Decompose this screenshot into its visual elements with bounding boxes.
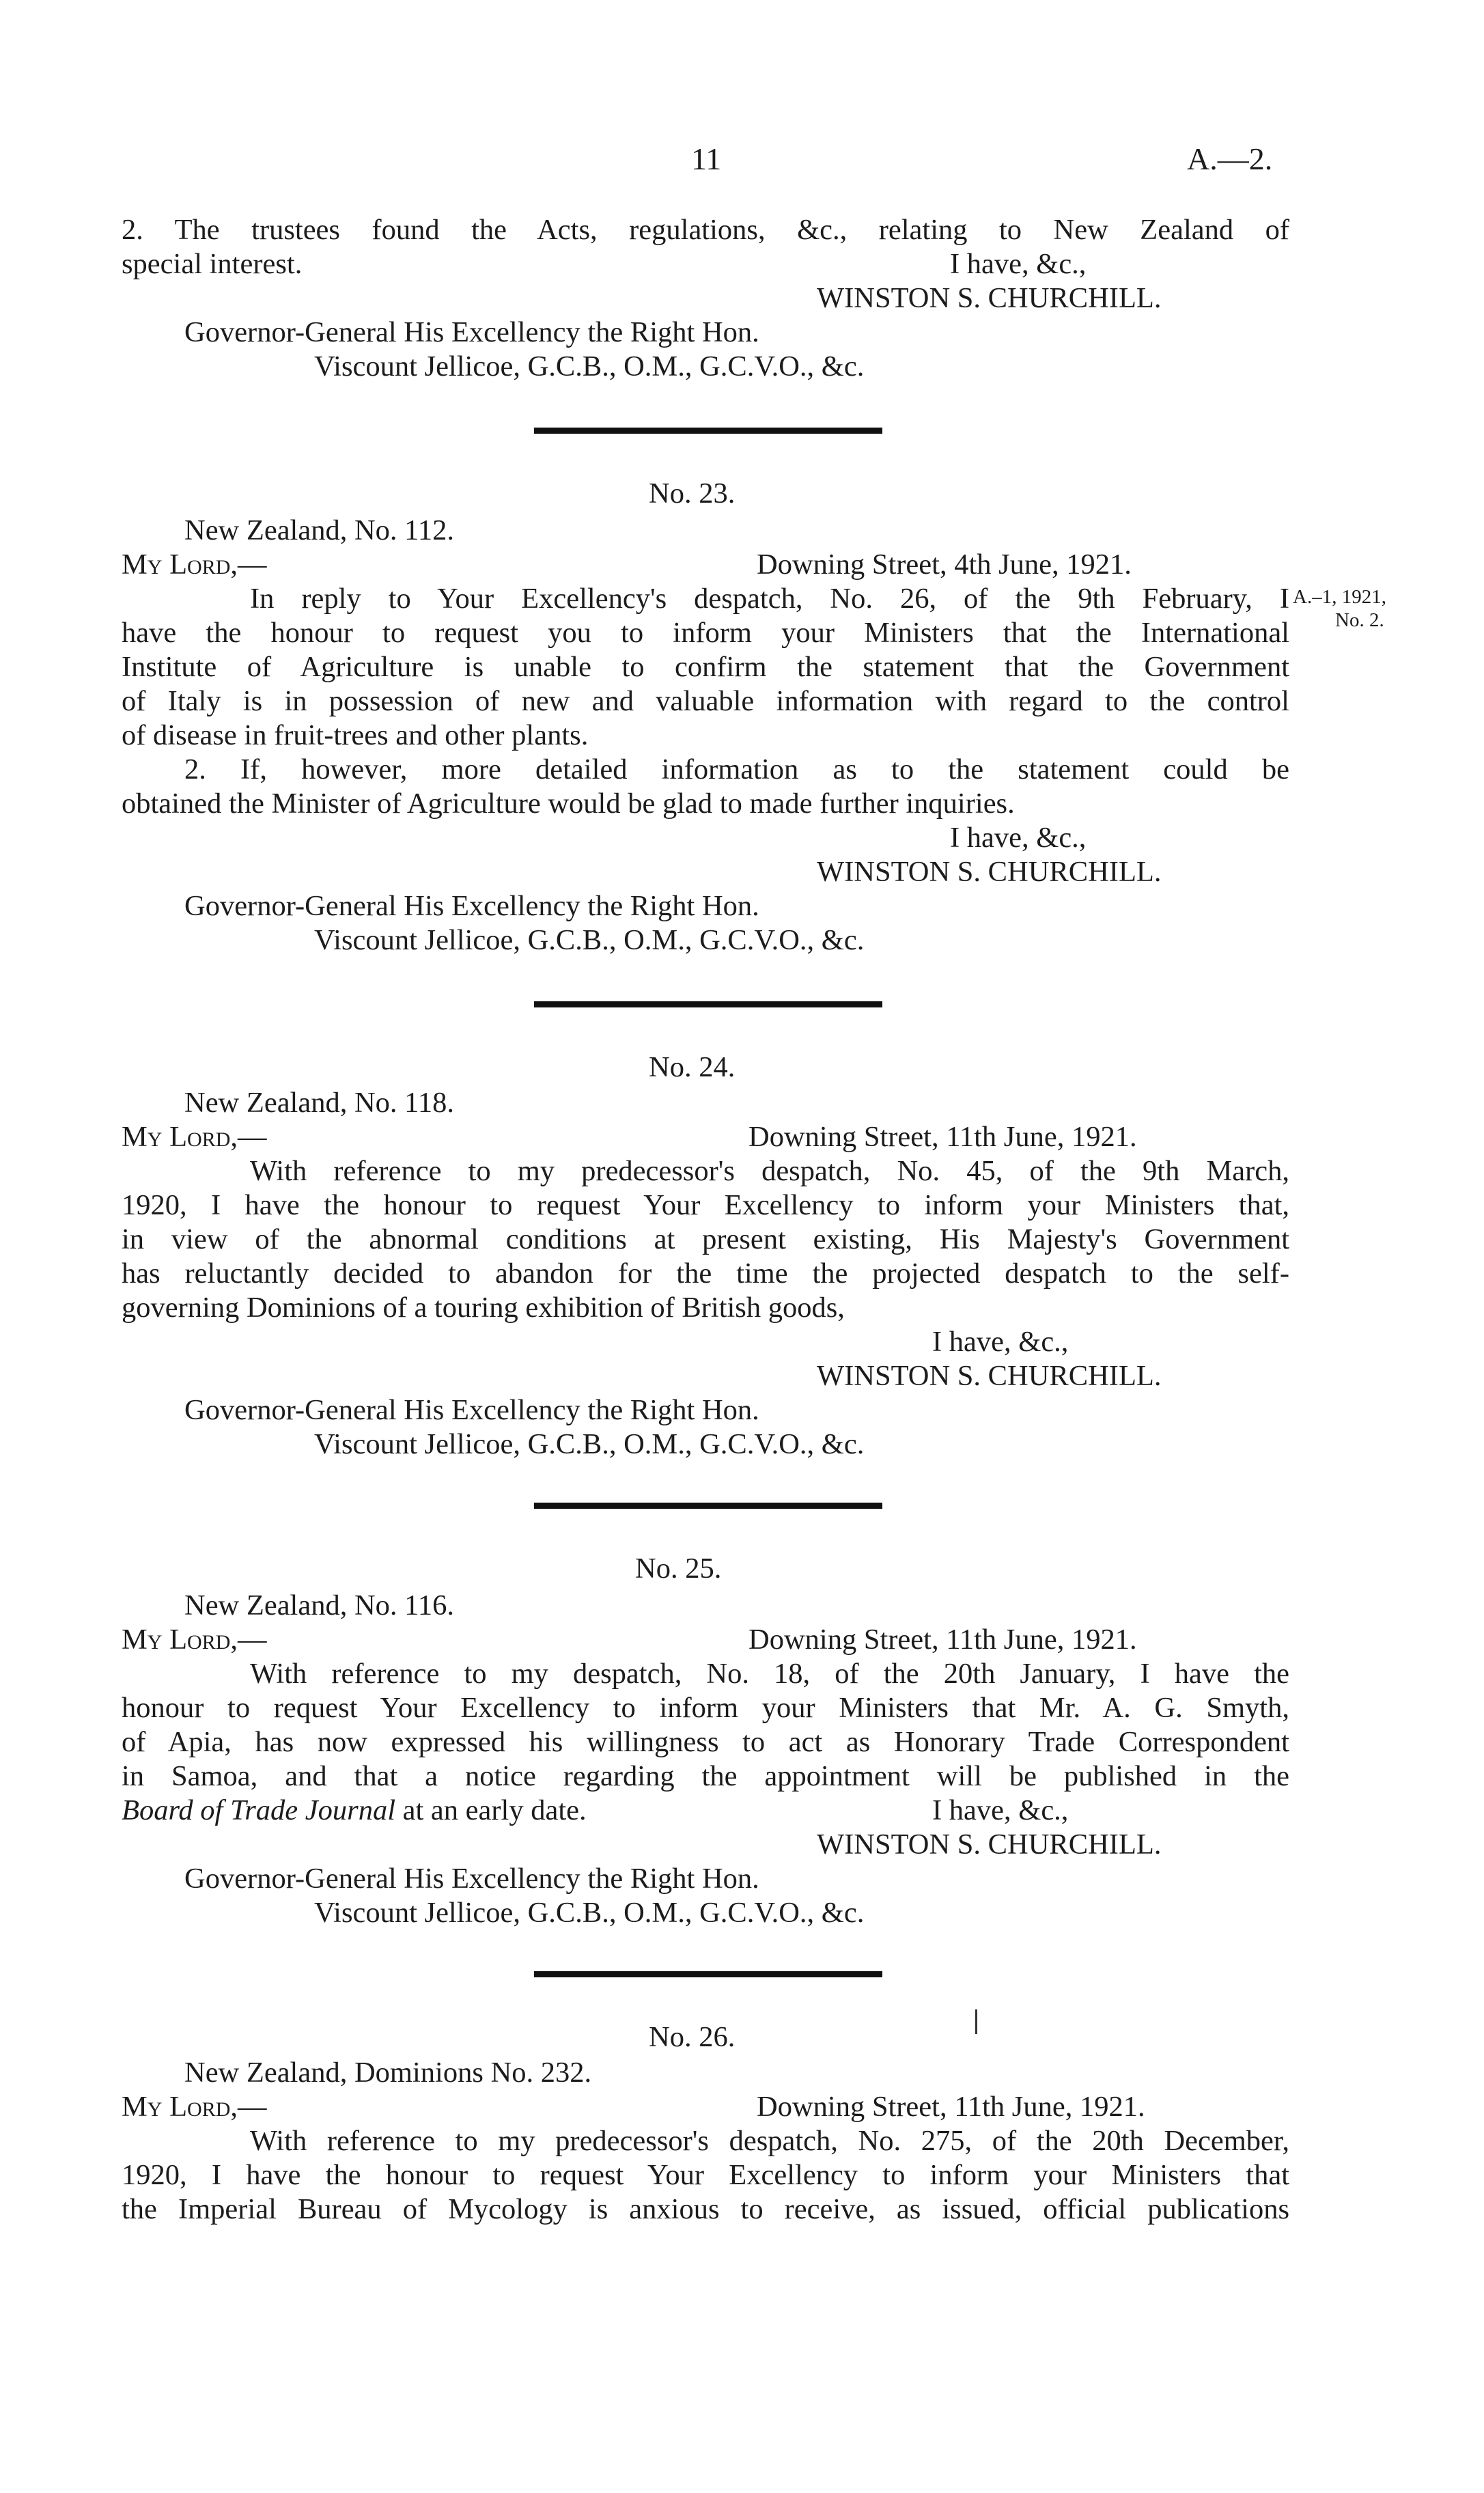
despatch-25-signature: WINSTON S. CHURCHILL. (817, 1828, 1162, 1861)
despatch-24-salutation: My Lord,— (122, 1121, 267, 1153)
despatch-23-body-line-5: of disease in fruit-trees and other plants. (122, 719, 589, 751)
despatch-24-body-line-3: in view of the abnormal conditions at present existing, His Majesty's Government (122, 1223, 1289, 1255)
despatch-24-body-line-4: has reluctantly decided to abandon for the time the projected despatch to the self- (122, 1257, 1289, 1290)
despatch-26-body-line-3: the Imperial Bureau of Mycology is anxious to receive, as issued, official publications (122, 2193, 1289, 2225)
section-divider-1 (534, 428, 882, 434)
despatch-25-closing: I have, &c., (932, 1794, 1069, 1826)
despatch-23-salutation: My Lord,— (122, 548, 267, 581)
despatch-23-body-line-1: In reply to Your Excellency's despatch, No. 26, of the 9th February, I (250, 583, 1289, 615)
despatch-23-body-line-7: obtained the Minister of Agriculture would be glad to made further inquiries. (122, 788, 1015, 820)
intro-addressee-line-1: Governor-General His Excellency the Right Hon. (184, 316, 759, 348)
despatch-23-body-line-2: have the honour to request you to inform your Ministers that the International (122, 617, 1289, 649)
despatch-23-body-line-3: Institute of Agriculture is unable to confirm the statement that the Government (122, 651, 1289, 683)
despatch-23-body-line-6: 2. If, however, more detailed information as to the statement could be (184, 753, 1289, 785)
intro-signature: WINSTON S. CHURCHILL. (817, 282, 1162, 314)
despatch-25-body-line-3: of Apia, has now expressed his willingness to act as Honorary Trade Correspondent (122, 1726, 1289, 1758)
despatch-24-reference: New Zealand, No. 118. (184, 1087, 454, 1119)
scan-mark (975, 2009, 977, 2034)
despatch-26-reference: New Zealand, Dominions No. 232. (184, 2057, 592, 2089)
despatch-26-dateline: Downing Street, 11th June, 1921. (757, 2091, 1145, 2123)
despatch-23-body-line-4: of Italy is in possession of new and valuable information with regard to the control (122, 685, 1289, 717)
intro-paragraph-line-2: special interest. (122, 248, 303, 280)
despatch-24-body-line-5: governing Dominions of a touring exhibition of British goods, (122, 1292, 845, 1324)
despatch-25-addressee-line-1: Governor-General His Excellency the Right Hon. (184, 1863, 759, 1895)
section-divider-4 (534, 1971, 882, 1977)
despatch-25-body-line-4: in Samoa, and that a notice regarding the appointment will be published in the (122, 1760, 1289, 1792)
despatch-24-addressee-line-2: Viscount Jellicoe, G.C.B., O.M., G.C.V.O., &c. (314, 1428, 865, 1460)
despatch-25-reference: New Zealand, No. 116. (184, 1589, 454, 1621)
document-reference: A.—2. (1187, 141, 1273, 176)
despatch-24-body-line-2: 1920, I have the honour to request Your Excellency to inform your Ministers that, (122, 1189, 1289, 1221)
despatch-25-body-line-5 (122, 1794, 587, 1828)
despatch-23-heading: No. 23. (649, 477, 736, 510)
page-number: 11 (691, 141, 722, 176)
despatch-25-body-line-2: honour to request Your Excellency to inform your Ministers that Mr. A. G. Smyth, (122, 1692, 1289, 1724)
despatch-25-addressee-line-2: Viscount Jellicoe, G.C.B., O.M., G.C.V.O., &c. (314, 1897, 865, 1929)
section-divider-3 (534, 1503, 882, 1509)
despatch-23-margin-reference: A.–1, 1921, (1293, 586, 1386, 608)
despatch-26-salutation: My Lord,— (122, 2091, 267, 2123)
despatch-25-dateline: Downing Street, 11th June, 1921. (748, 1624, 1137, 1656)
despatch-23-closing: I have, &c., (950, 822, 1087, 854)
intro-paragraph-line-1: 2. The trustees found the Acts, regulations, &c., relating to New Zealand of (122, 214, 1289, 246)
despatch-24-closing: I have, &c., (932, 1326, 1069, 1358)
despatch-23-addressee-line-1: Governor-General His Excellency the Right Hon. (184, 890, 759, 922)
despatch-23-dateline: Downing Street, 4th June, 1921. (757, 548, 1132, 581)
despatch-23-reference: New Zealand, No. 112. (184, 514, 454, 546)
despatch-24-body-line-1: With reference to my predecessor's despatch, No. 45, of the 9th March, (250, 1155, 1289, 1187)
despatch-26-body-line-2: 1920, I have the honour to request Your Excellency to inform your Ministers that (122, 2159, 1289, 2191)
despatch-23-margin-number: No. 2. (1335, 609, 1384, 631)
despatch-26-body-line-1: With reference to my predecessor's despatch, No. 275, of the 20th December, (250, 2125, 1289, 2157)
despatch-24-dateline: Downing Street, 11th June, 1921. (748, 1121, 1137, 1153)
section-divider-2 (534, 1001, 882, 1007)
intro-addressee-line-2: Viscount Jellicoe, G.C.B., O.M., G.C.V.O., &c. (314, 350, 865, 382)
despatch-25-body-line-1: With reference to my despatch, No. 18, of the 20th January, I have the (250, 1658, 1289, 1690)
despatch-26-heading: No. 26. (649, 2021, 736, 2053)
despatch-25-heading: No. 25. (635, 1552, 722, 1585)
despatch-25-salutation: My Lord,— (122, 1624, 267, 1656)
despatch-25-body-line-5-rest: at an early date. (395, 1794, 587, 1826)
intro-closing: I have, &c., (950, 248, 1087, 280)
despatch-23-addressee-line-2: Viscount Jellicoe, G.C.B., O.M., G.C.V.O., &c. (314, 924, 865, 956)
despatch-24-signature: WINSTON S. CHURCHILL. (817, 1360, 1162, 1392)
despatch-24-addressee-line-1: Governor-General His Excellency the Right Hon. (184, 1394, 759, 1426)
despatch-23-signature: WINSTON S. CHURCHILL. (817, 856, 1162, 888)
board-of-trade-journal-title: Board of Trade Journal (122, 1794, 396, 1826)
despatch-24-heading: No. 24. (649, 1051, 736, 1083)
